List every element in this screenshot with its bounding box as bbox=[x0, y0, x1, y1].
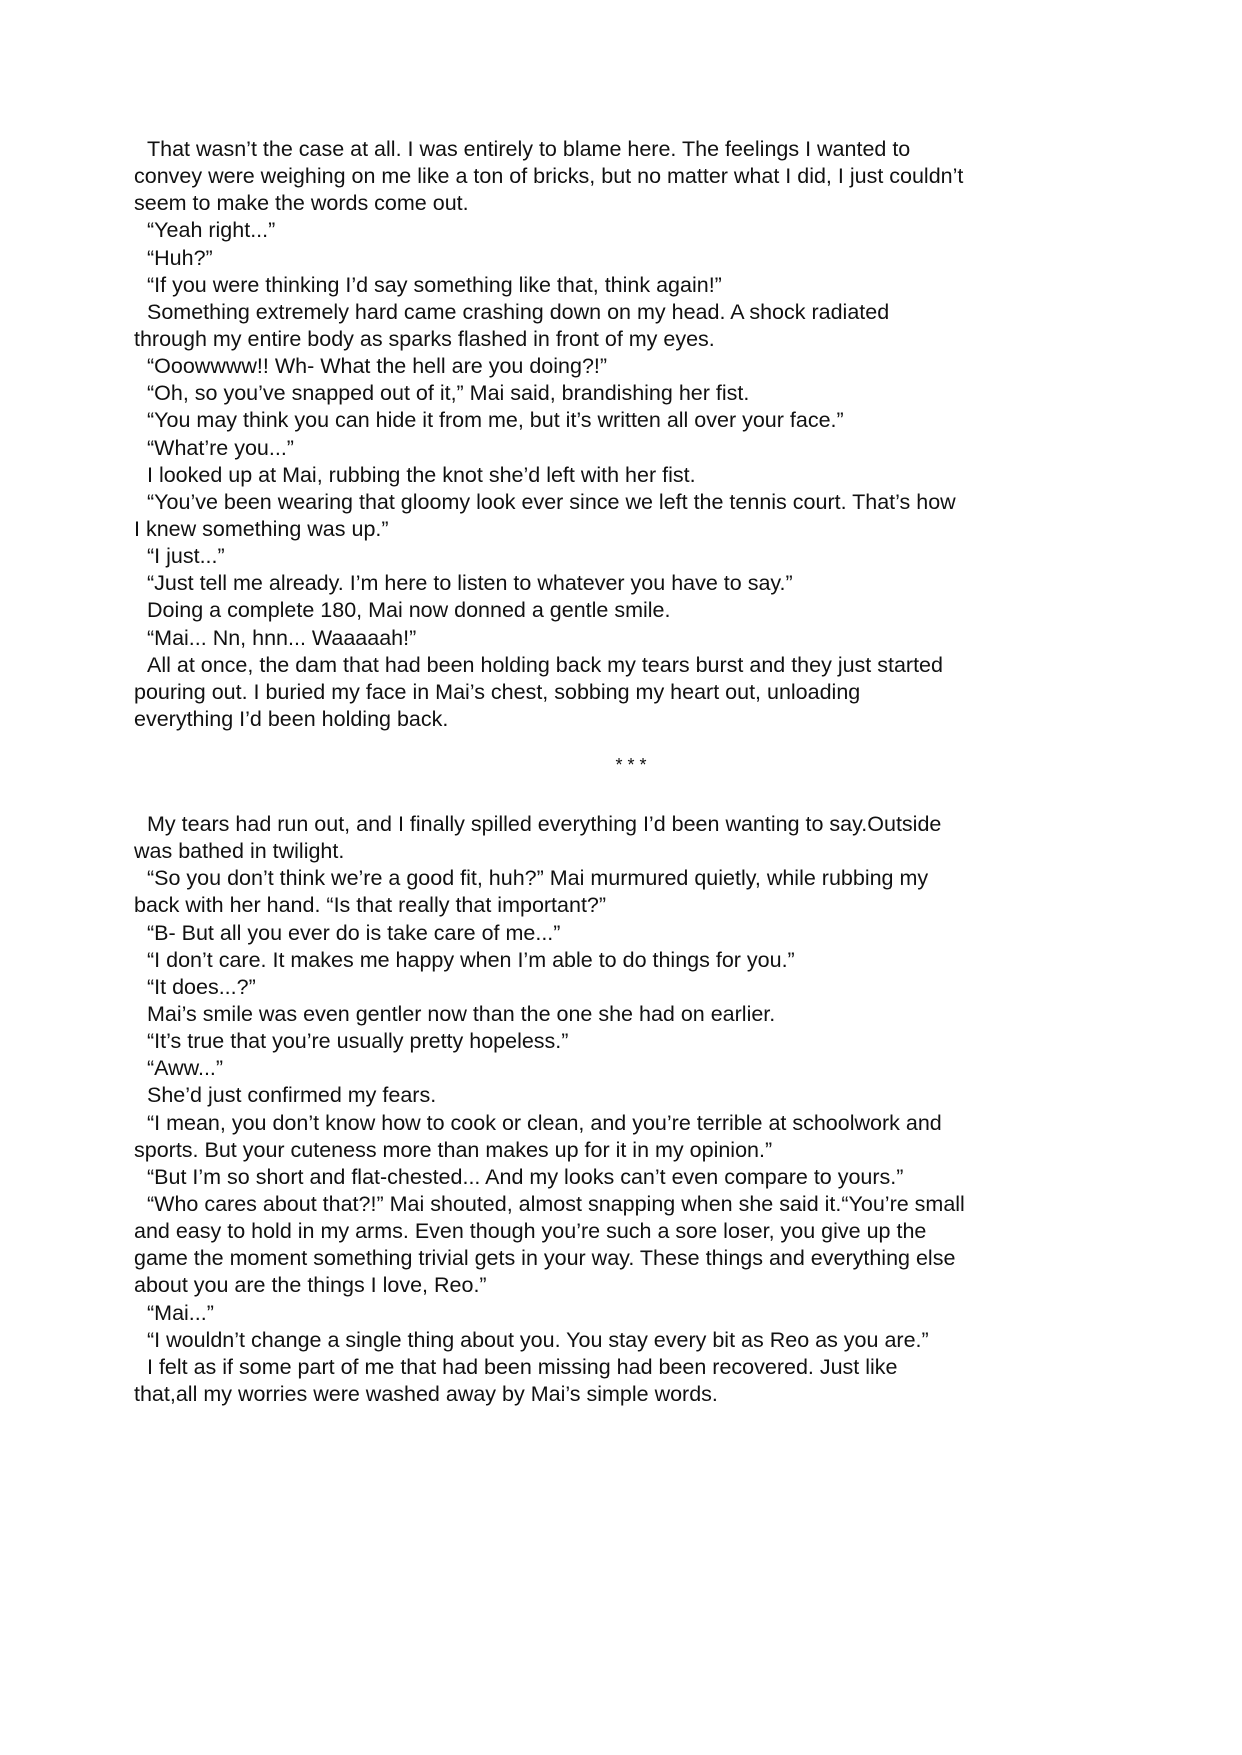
text-line: “It does...?” bbox=[147, 974, 256, 999]
text-line: was bathed in twilight. bbox=[134, 839, 345, 864]
text-line: “I wouldn’t change a single thing about you. You stay every bit as Reo as you are.” bbox=[147, 1327, 929, 1352]
text-line: “I don’t care. It makes me happy when I’m able to do things for you.” bbox=[147, 947, 795, 972]
text-line: “What’re you...” bbox=[147, 435, 294, 460]
text-section-2 bbox=[134, 811, 1114, 1408]
text-line: “It’s true that you’re usually pretty hopeless.” bbox=[147, 1029, 569, 1054]
text-line: “Yeah right...” bbox=[147, 218, 276, 243]
text-line: “Aww...” bbox=[147, 1056, 224, 1081]
text-line: “I just...” bbox=[147, 544, 225, 569]
text-line: Something extremely hard came crashing down on my head. A shock radiated bbox=[147, 299, 890, 324]
text-line: “Mai... Nn, hnn... Waaaaah!” bbox=[147, 625, 417, 650]
text-line: All at once, the dam that had been holding back my tears burst and they just started bbox=[147, 652, 943, 677]
text-line: “Mai...” bbox=[147, 1300, 214, 1325]
text-line: through my entire body as sparks flashed in front of my eyes. bbox=[134, 326, 715, 351]
text-line: that,all my worries were washed away by Mai’s simple words. bbox=[134, 1381, 718, 1406]
text-line: “I mean, you don’t know how to cook or clean, and you’re terrible at schoolwork and bbox=[147, 1110, 942, 1135]
text-line: seem to make the words come out. bbox=[134, 191, 469, 216]
text-line: That wasn’t the case at all. I was entirely to blame here. The feelings I wanted to bbox=[147, 137, 911, 161]
text-line: “Oh, so you’ve snapped out of it,” Mai said, brandishing her fist. bbox=[147, 381, 750, 406]
text-line: Doing a complete 180, Mai now donned a gentle smile. bbox=[147, 598, 671, 623]
text-line: pouring out. I buried my face in Mai’s chest, sobbing my heart out, unloading bbox=[134, 679, 861, 704]
text-line: “B- But all you ever do is take care of me...” bbox=[147, 920, 561, 945]
text-line: My tears had run out, and I finally spilled everything I’d been wanting to say.Outside bbox=[147, 812, 942, 836]
text-line: game the moment something trivial gets in your way. These things and everything else bbox=[134, 1246, 956, 1271]
text-line: and easy to hold in my arms. Even though you’re such a sore loser, you give up the bbox=[134, 1219, 927, 1244]
text-line: “Ooowwww!! Wh- What the hell are you doing?!” bbox=[147, 354, 608, 379]
text-line: “You may think you can hide it from me, but it’s written all over your face.” bbox=[147, 408, 844, 433]
text-line: sports. But your cuteness more than makes up for it in my opinion.” bbox=[134, 1137, 773, 1162]
text-line: “You’ve been wearing that gloomy look ever since we left the tennis court. That’s how bbox=[147, 489, 956, 514]
text-line: I felt as if some part of me that had been missing had been recovered. Just like bbox=[147, 1354, 898, 1379]
text-line: “Who cares about that?!” Mai shouted, almost snapping when she said it.“You’re small bbox=[147, 1191, 965, 1216]
text-line: about you are the things I love, Reo.” bbox=[134, 1273, 487, 1298]
text-line: everything I’d been holding back. bbox=[134, 706, 449, 731]
text-line: “So you don’t think we’re a good fit, huh?” Mai murmured quietly, while rubbing my bbox=[147, 866, 929, 891]
text-line: back with her hand. “Is that really that important?” bbox=[134, 893, 607, 918]
text-line: “Just tell me already. I’m here to listen to whatever you have to say.” bbox=[147, 571, 793, 596]
text-section-1 bbox=[134, 136, 1114, 733]
text-line: “But I’m so short and flat-chested... And my looks can’t even compare to yours.” bbox=[147, 1164, 904, 1189]
text-line: “Huh?” bbox=[147, 245, 213, 270]
text-line: She’d just confirmed my fears. bbox=[147, 1083, 437, 1108]
text-line: convey were weighing on me like a ton of bricks, but no matter what I did, I just couldn’t bbox=[134, 164, 964, 189]
text-line: Mai’s smile was even gentler now than the one she had on earlier. bbox=[147, 1001, 776, 1026]
text-line: I looked up at Mai, rubbing the knot she’d left with her fist. bbox=[147, 462, 696, 487]
text-line: I knew something was up.” bbox=[134, 516, 389, 541]
scene-separator: * * * bbox=[615, 755, 647, 775]
text-line: “If you were thinking I’d say something like that, think again!” bbox=[147, 272, 722, 297]
